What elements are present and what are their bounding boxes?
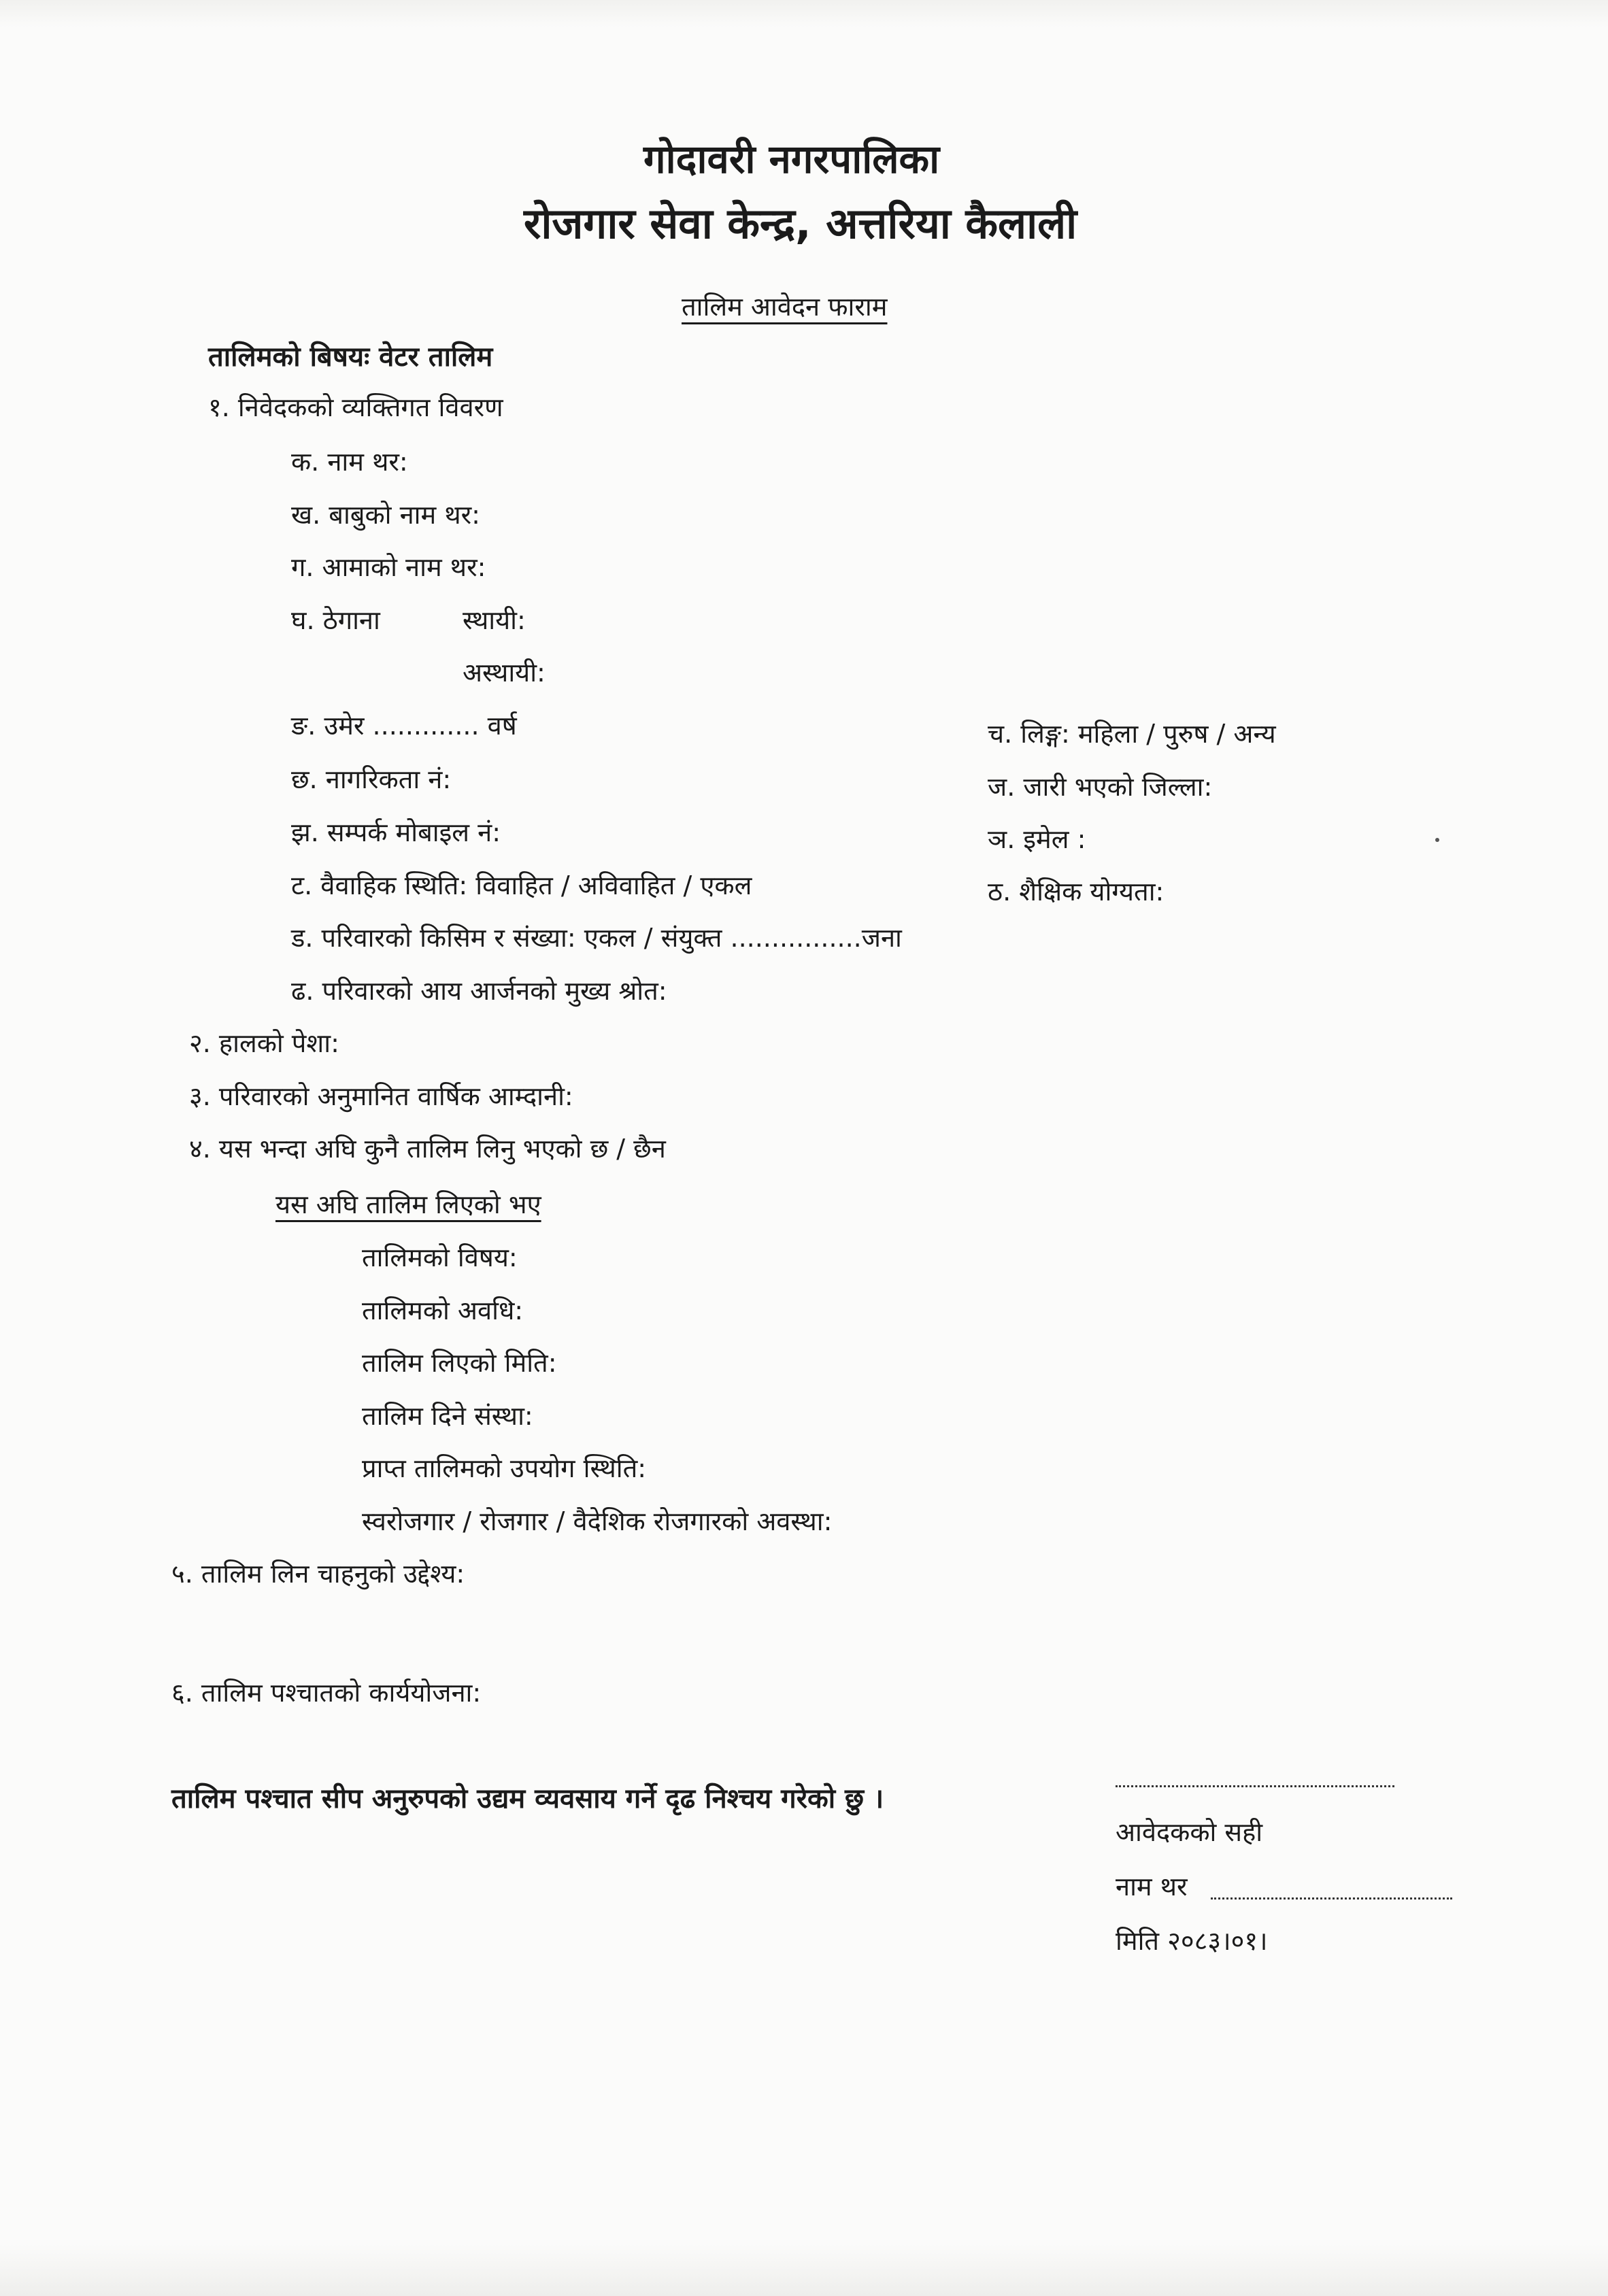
issued-district-label: ज. जारी भएको जिल्ला: [988, 772, 1213, 802]
name-field-label: क. नाम थर: [291, 447, 408, 477]
form-title: तालिम आवेदन फाराम [682, 292, 888, 322]
current-occupation-label: २. हालको पेशा: [189, 1028, 339, 1058]
address-label: घ. ठेगाना [291, 605, 380, 635]
prev-training-date-label: तालिम लिएको मिति: [362, 1348, 557, 1378]
mother-name-label: ग. आमाको नाम थर: [291, 552, 486, 582]
family-type-label: ड. परिवारको किसिम र संख्या: एकल / संयुक्त ................जना [291, 923, 902, 953]
office-title: रोजगार सेवा केन्द्र, अत्तरिया कैलाली [524, 199, 1077, 248]
marital-status-label: ट. वैवाहिक स्थिति: विवाहित / अविवाहित / एकल [291, 871, 752, 900]
permanent-address-label: स्थायी: [463, 605, 526, 635]
father-name-label: ख. बाबुको नाम थर: [291, 500, 480, 530]
temporary-address-label: अस्थायी: [463, 658, 546, 688]
signer-name-label: नाम थर [1116, 1872, 1188, 1902]
mobile-label: झ. सम्पर्क मोबाइल नं: [291, 817, 501, 847]
prev-training-subject-label: तालिमको विषय: [362, 1243, 518, 1272]
email-label: ञ. इमेल : [988, 824, 1086, 854]
signature-date: मिति २०८३।०१। [1116, 1926, 1268, 1956]
section1-heading: १. निवेदकको व्यक्तिगत विवरण [208, 392, 503, 422]
signer-name-line [1211, 1897, 1452, 1900]
if-trained-heading: यस अघि तालिम लिएको भए [275, 1189, 541, 1219]
declaration-text: तालिम पश्चात सीप अनुरुपको उद्यम व्यवसाय गर्ने दृढ निश्चय गरेको छु । [171, 1783, 884, 1814]
prev-training-institute-label: तालिम दिने संस्था: [362, 1401, 533, 1431]
age-label: ङ. उमेर ............. वर्ष [291, 711, 517, 741]
scan-speck [1435, 838, 1439, 842]
applicant-signature-label: आवेदकको सही [1116, 1817, 1263, 1847]
prev-training-usage-label: प्राप्त तालिमको उपयोग स्थिति: [362, 1453, 647, 1483]
training-subject: तालिमको बिषयः वेटर तालिम [208, 341, 493, 373]
prev-training-duration-label: तालिमको अवधि: [362, 1296, 524, 1326]
signature-line [1116, 1785, 1394, 1787]
income-source-label: ढ. परिवारको आय आर्जनको मुख्य श्रोत: [291, 976, 667, 1006]
action-plan-label: ६. तालिम पश्चातको कार्ययोजना: [171, 1678, 482, 1708]
citizenship-label: छ. नागरिकता नं: [291, 764, 452, 794]
gender-label: च. लिङ्ग: महिला / पुरुष / अन्य [988, 719, 1276, 749]
municipality-title: गोदावरी नगरपालिका [643, 136, 940, 182]
previous-training-question: ४. यस भन्दा अघि कुनै तालिम लिनु भएको छ / छैन [189, 1134, 666, 1164]
education-label: ठ. शैक्षिक योग्यता: [988, 877, 1165, 907]
annual-income-label: ३. परिवारको अनुमानित वार्षिक आम्दानी: [189, 1081, 573, 1111]
training-objective-label: ५. तालिम लिन चाहनुको उद्देश्य: [171, 1559, 465, 1589]
employment-status-label: स्वरोजगार / रोजगार / वैदेशिक रोजगारको अवस्था: [362, 1506, 833, 1536]
